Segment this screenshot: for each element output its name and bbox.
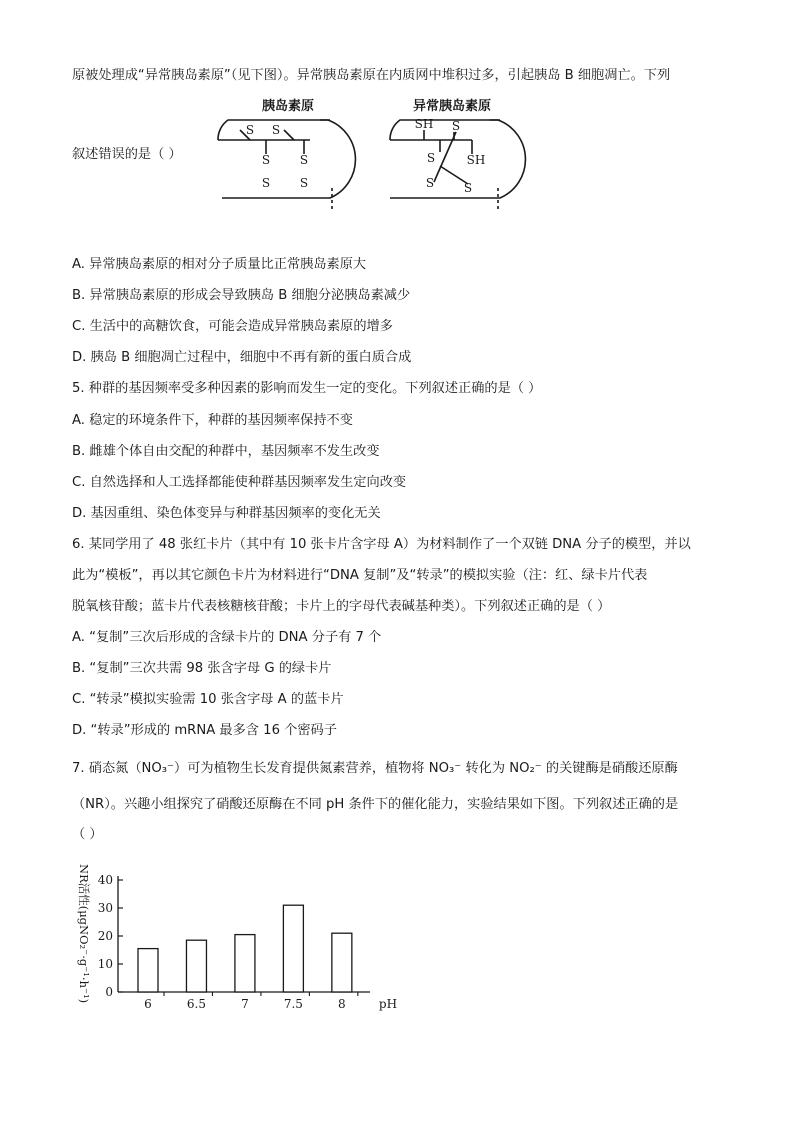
q7-stem-2: （NR）。兴趣小组探究了硝酸还原酶在不同 pH 条件下的催化能力，实验结果如下图。下列叙述正确的是 [72, 797, 679, 812]
disulfide-s: S [261, 153, 271, 167]
left-diagram-title: 胰岛素原 [261, 99, 315, 114]
y-axis-label: NR活性(μgNO₂⁻·g⁻¹·h⁻¹) [77, 864, 91, 1004]
q4-option-d: D. 胰岛 B 细胞凋亡过程中，细胞中不再有新的蛋白质合成 [72, 350, 412, 365]
x-axis-label: pH [378, 997, 398, 1011]
x-tick-label: 6.5 [186, 997, 207, 1011]
bar [138, 949, 158, 992]
x-tick-label: 8 [338, 997, 346, 1011]
q5-option-c: C. 自然选择和人工选择都能使种群基因频率发生定向改变 [72, 475, 407, 490]
q4-option-c: C. 生活中的高糖饮食，可能会造成异常胰岛素原的增多 [72, 319, 393, 334]
q5-option-d: D. 基因重组、染色体变异与种群基因频率的变化无关 [72, 506, 381, 521]
bar [186, 940, 206, 992]
disulfide-s: S [451, 119, 461, 133]
disulfide-s: S [426, 151, 436, 165]
x-tick-label: 7.5 [283, 997, 303, 1011]
q6-option-b: B. “复制”三次共需 98 张含字母 G 的绿卡片 [72, 661, 332, 676]
q6-option-a: A. “复制”三次后形成的含绿卡片的 DNA 分子有 7 个 [72, 630, 382, 645]
disulfide-s: S [463, 181, 473, 195]
q7-stem-1: 7. 硝态氮（NO₃⁻）可为植物生长发育提供氮素营养，植物将 NO₃⁻ 转化为 NO₂⁻ 的关键酶是硝酸还原酶 [72, 761, 678, 776]
bar [332, 933, 352, 992]
right-diagram-title: 异常胰岛素原 [412, 99, 492, 114]
intro-line-1: 原被处理成“异常胰岛素原”（见下图）。异常胰岛素原在内质网中堆积过多，引起胰岛 B 细胞凋亡。下列 [72, 68, 671, 83]
q6-stem-3: 脱氧核苷酸；蓝卡片代表核糖核苷酸；卡片上的字母代表碱基种类）。下列叙述正确的是（ ） [72, 599, 611, 614]
q5-stem: 5. 种群的基因频率受多种因素的影响而发生一定的变化。下列叙述正确的是（ ） [72, 381, 542, 396]
q6-stem-2: 此为“模板”，再以其它颜色卡片为材料进行“DNA 复制”及“转录”的模拟实验（注：红、绿卡片代表 [72, 568, 648, 583]
y-tick-label: 30 [97, 901, 113, 915]
q5-option-b: B. 雌雄个体自由交配的种群中，基因频率不发生改变 [72, 444, 380, 459]
q7-stem-3: （ ） [72, 827, 103, 842]
disulfide-s: S [271, 123, 281, 137]
x-tick-label: 6 [144, 997, 152, 1011]
q6-option-d: D. “转录”形成的 mRNA 最多含 16 个密码子 [72, 723, 337, 738]
x-tick-label: 7 [241, 997, 249, 1011]
thiol-sh: SH [414, 117, 434, 131]
disulfide-s: S [245, 123, 255, 137]
nr-activity-chart [70, 858, 400, 1018]
q6-option-c: C. “转录”模拟实验需 10 张含字母 A 的蓝卡片 [72, 692, 344, 707]
disulfide-s: S [425, 176, 435, 190]
bar [283, 905, 303, 992]
proinsulin-diagram [200, 92, 540, 210]
q5-option-a: A. 稳定的环境条件下，种群的基因频率保持不变 [72, 413, 353, 428]
disulfide-s: S [299, 153, 309, 167]
disulfide-s: S [299, 176, 309, 190]
intro-line-2: 叙述错误的是（ ） [72, 147, 182, 162]
thiol-sh: SH [466, 153, 486, 167]
disulfide-s: S [261, 176, 271, 190]
q6-stem-1: 6. 某同学用了 48 张红卡片（其中有 10 张卡片含字母 A）为材料制作了一个双链 DNA 分子的模型，并以 [72, 537, 691, 552]
y-tick-label: 20 [97, 929, 113, 943]
y-tick-label: 40 [97, 873, 113, 887]
q4-option-a: A. 异常胰岛素原的相对分子质量比正常胰岛素原大 [72, 257, 367, 272]
y-tick-label: 10 [97, 957, 113, 971]
y-tick-label: 0 [105, 985, 113, 999]
bar [235, 935, 255, 992]
q4-option-b: B. 异常胰岛素原的形成会导致胰岛 B 细胞分泌胰岛素减少 [72, 288, 411, 303]
